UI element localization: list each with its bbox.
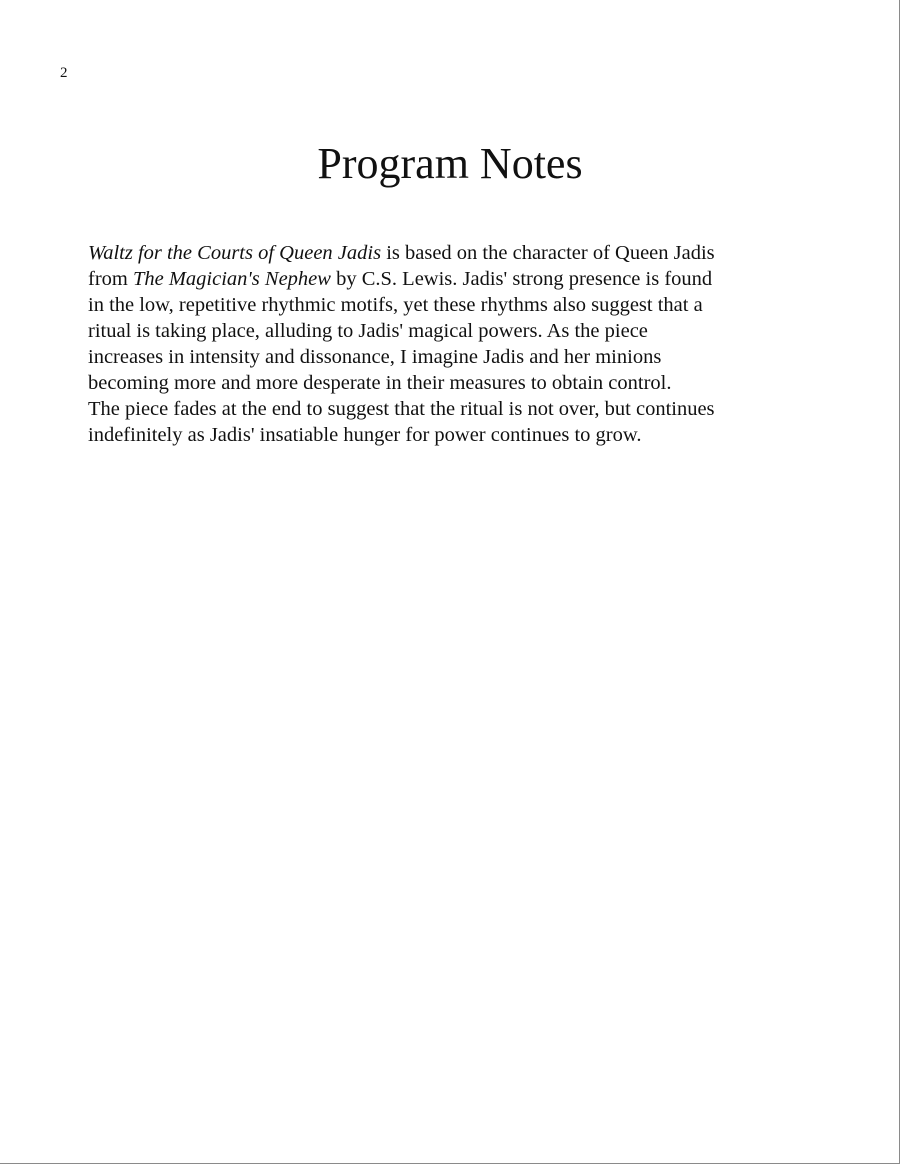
page-number: 2 [60, 65, 68, 81]
notes-text: by C.S. Lewis. Jadis' strong presence is found [330, 268, 713, 290]
notes-line-8: indefinitely as Jadis' insatiable hunger for power continues to grow. [88, 424, 642, 446]
program-notes-paragraph [88, 240, 808, 448]
notes-line-5: increases in intensity and dissonance, I imagine Jadis and her minions [88, 346, 662, 368]
work-title: Waltz for the Courts of Queen Jadis [88, 242, 382, 264]
notes-line-7: The piece fades at the end to suggest that the ritual is not over, but continues [88, 398, 715, 420]
notes-text: from [88, 268, 133, 290]
notes-line-6: becoming more and more desperate in their measures to obtain control. [88, 372, 672, 394]
notes-line-4: ritual is taking place, alluding to Jadis' magical powers. As the piece [88, 320, 648, 342]
book-title: The Magician's Nephew [132, 268, 331, 290]
notes-line-3: in the low, repetitive rhythmic motifs, yet these rhythms also suggest that a [88, 294, 703, 316]
page-title: Program Notes [317, 139, 583, 188]
notes-text: is based on the character of Queen Jadis [381, 242, 715, 264]
notes-line-1 [88, 240, 808, 266]
notes-line-2 [88, 266, 808, 292]
